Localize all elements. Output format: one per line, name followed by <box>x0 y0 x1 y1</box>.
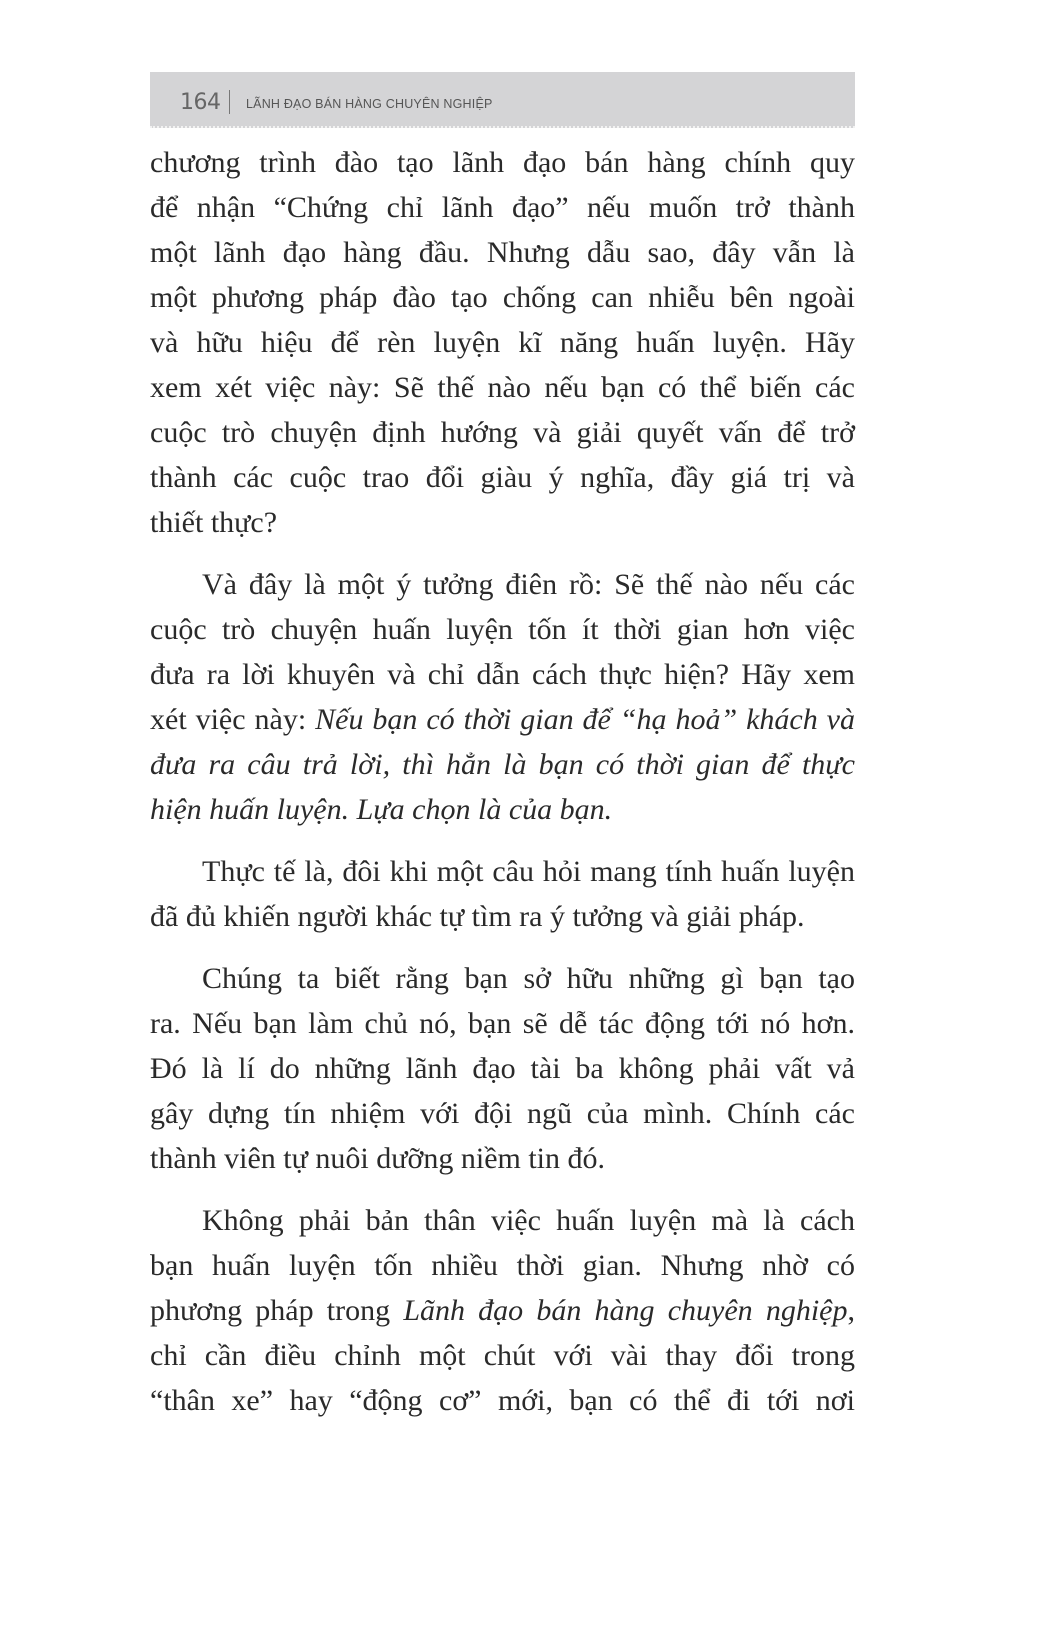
paragraph <box>150 956 855 1181</box>
text-line <box>150 1243 855 1288</box>
paragraph <box>150 140 855 545</box>
text-span: chỉ cần điều chỉnh một chút với vài thay đổi trong <box>150 1339 855 1372</box>
text-line <box>150 894 855 939</box>
text-span: Thực tế là, đôi khi một câu hỏi mang tính huấn luyện <box>202 855 855 888</box>
text-span: đưa ra lời khuyên và chỉ dẫn cách thực hiện? Hãy xem <box>150 658 855 691</box>
text-line <box>150 1046 855 1091</box>
text-line <box>150 562 855 607</box>
text-span: cuộc trò chuyện định hướng và giải quyết vấn để trở <box>150 416 855 449</box>
text-line <box>150 140 855 185</box>
italic-text: Lãnh đạo bán hàng chuyên nghiệp <box>403 1294 848 1327</box>
text-line <box>150 956 855 1001</box>
page-number: 164 <box>180 90 221 115</box>
running-header <box>150 72 855 128</box>
text-line <box>150 742 855 787</box>
paragraph <box>150 1198 855 1423</box>
text-span: thành viên tự nuôi dưỡng niềm tin đó. <box>150 1142 606 1175</box>
text-line <box>150 1288 855 1333</box>
text-span: “thân xe” hay “động cơ” mới, bạn có thể đi tới nơi <box>150 1384 855 1417</box>
text-span: và hữu hiệu để rèn luyện kĩ năng huấn luyện. Hãy <box>150 326 855 359</box>
text-line <box>150 607 855 652</box>
text-line <box>150 410 855 455</box>
text-line <box>150 185 855 230</box>
text-line <box>150 787 855 832</box>
text-span: Chúng ta biết rằng bạn sở hữu những gì bạn tạo <box>202 962 855 995</box>
italic-text: đưa ra câu trả lời, thì hẳn là bạn có thời gian để thực <box>150 748 855 781</box>
page-body <box>150 140 855 1440</box>
paragraph <box>150 849 855 939</box>
text-span: chương trình đào tạo lãnh đạo bán hàng chính quy <box>150 146 855 179</box>
text-line <box>150 652 855 697</box>
text-span: ra. Nếu bạn làm chủ nó, bạn sẽ dễ tác động tới nó hơn. <box>150 1007 855 1040</box>
text-line <box>150 455 855 500</box>
text-span: phương pháp trong <box>150 1294 404 1327</box>
text-line <box>150 365 855 410</box>
text-span: , <box>847 1294 856 1327</box>
text-line <box>150 1198 855 1243</box>
text-span: một lãnh đạo hàng đầu. Nhưng dẫu sao, đây vẫn là <box>150 236 855 269</box>
text-span: xét việc này: <box>150 703 316 736</box>
italic-text: Nếu bạn có thời gian để “hạ hoả” khách và <box>315 703 855 736</box>
text-line <box>150 500 855 545</box>
text-span: đã đủ khiến người khác tự tìm ra ý tưởng và giải pháp. <box>150 900 805 933</box>
book-title: LÃNH ĐẠO BÁN HÀNG CHUYÊN NGHIỆP <box>246 97 493 111</box>
text-span: bạn huấn luyện tốn nhiều thời gian. Nhưng nhờ có <box>150 1249 855 1282</box>
text-span: Đó là lí do những lãnh đạo tài ba không phải vất vả <box>150 1052 855 1085</box>
text-line <box>150 320 855 365</box>
text-span: Không phải bản thân việc huấn luyện mà là cách <box>202 1204 855 1237</box>
text-span: xem xét việc này: Sẽ thế nào nếu bạn có thể biến các <box>150 371 855 404</box>
text-line <box>150 697 855 742</box>
text-line <box>150 1378 855 1423</box>
paragraph <box>150 562 855 832</box>
text-line <box>150 230 855 275</box>
text-span: để nhận “Chứng chỉ lãnh đạo” nếu muốn trở thành <box>150 191 855 224</box>
header-divider <box>229 90 230 114</box>
text-line <box>150 275 855 320</box>
text-line <box>150 1333 855 1378</box>
text-span: thành các cuộc trao đổi giàu ý nghĩa, đầy giá trị và <box>150 461 855 494</box>
text-span: thiết thực? <box>150 506 278 539</box>
text-span: gây dựng tín nhiệm với đội ngũ của mình. Chính các <box>150 1097 855 1130</box>
text-span: một phương pháp đào tạo chống can nhiễu bên ngoài <box>150 281 855 314</box>
text-span: cuộc trò chuyện huấn luyện tốn ít thời gian hơn việc <box>150 613 855 646</box>
text-line <box>150 1136 855 1181</box>
text-line <box>150 849 855 894</box>
text-span: Và đây là một ý tưởng điên rồ: Sẽ thế nào nếu các <box>202 568 855 601</box>
text-line <box>150 1001 855 1046</box>
italic-text: hiện huấn luyện. Lựa chọn là của bạn. <box>150 793 613 826</box>
text-line <box>150 1091 855 1136</box>
